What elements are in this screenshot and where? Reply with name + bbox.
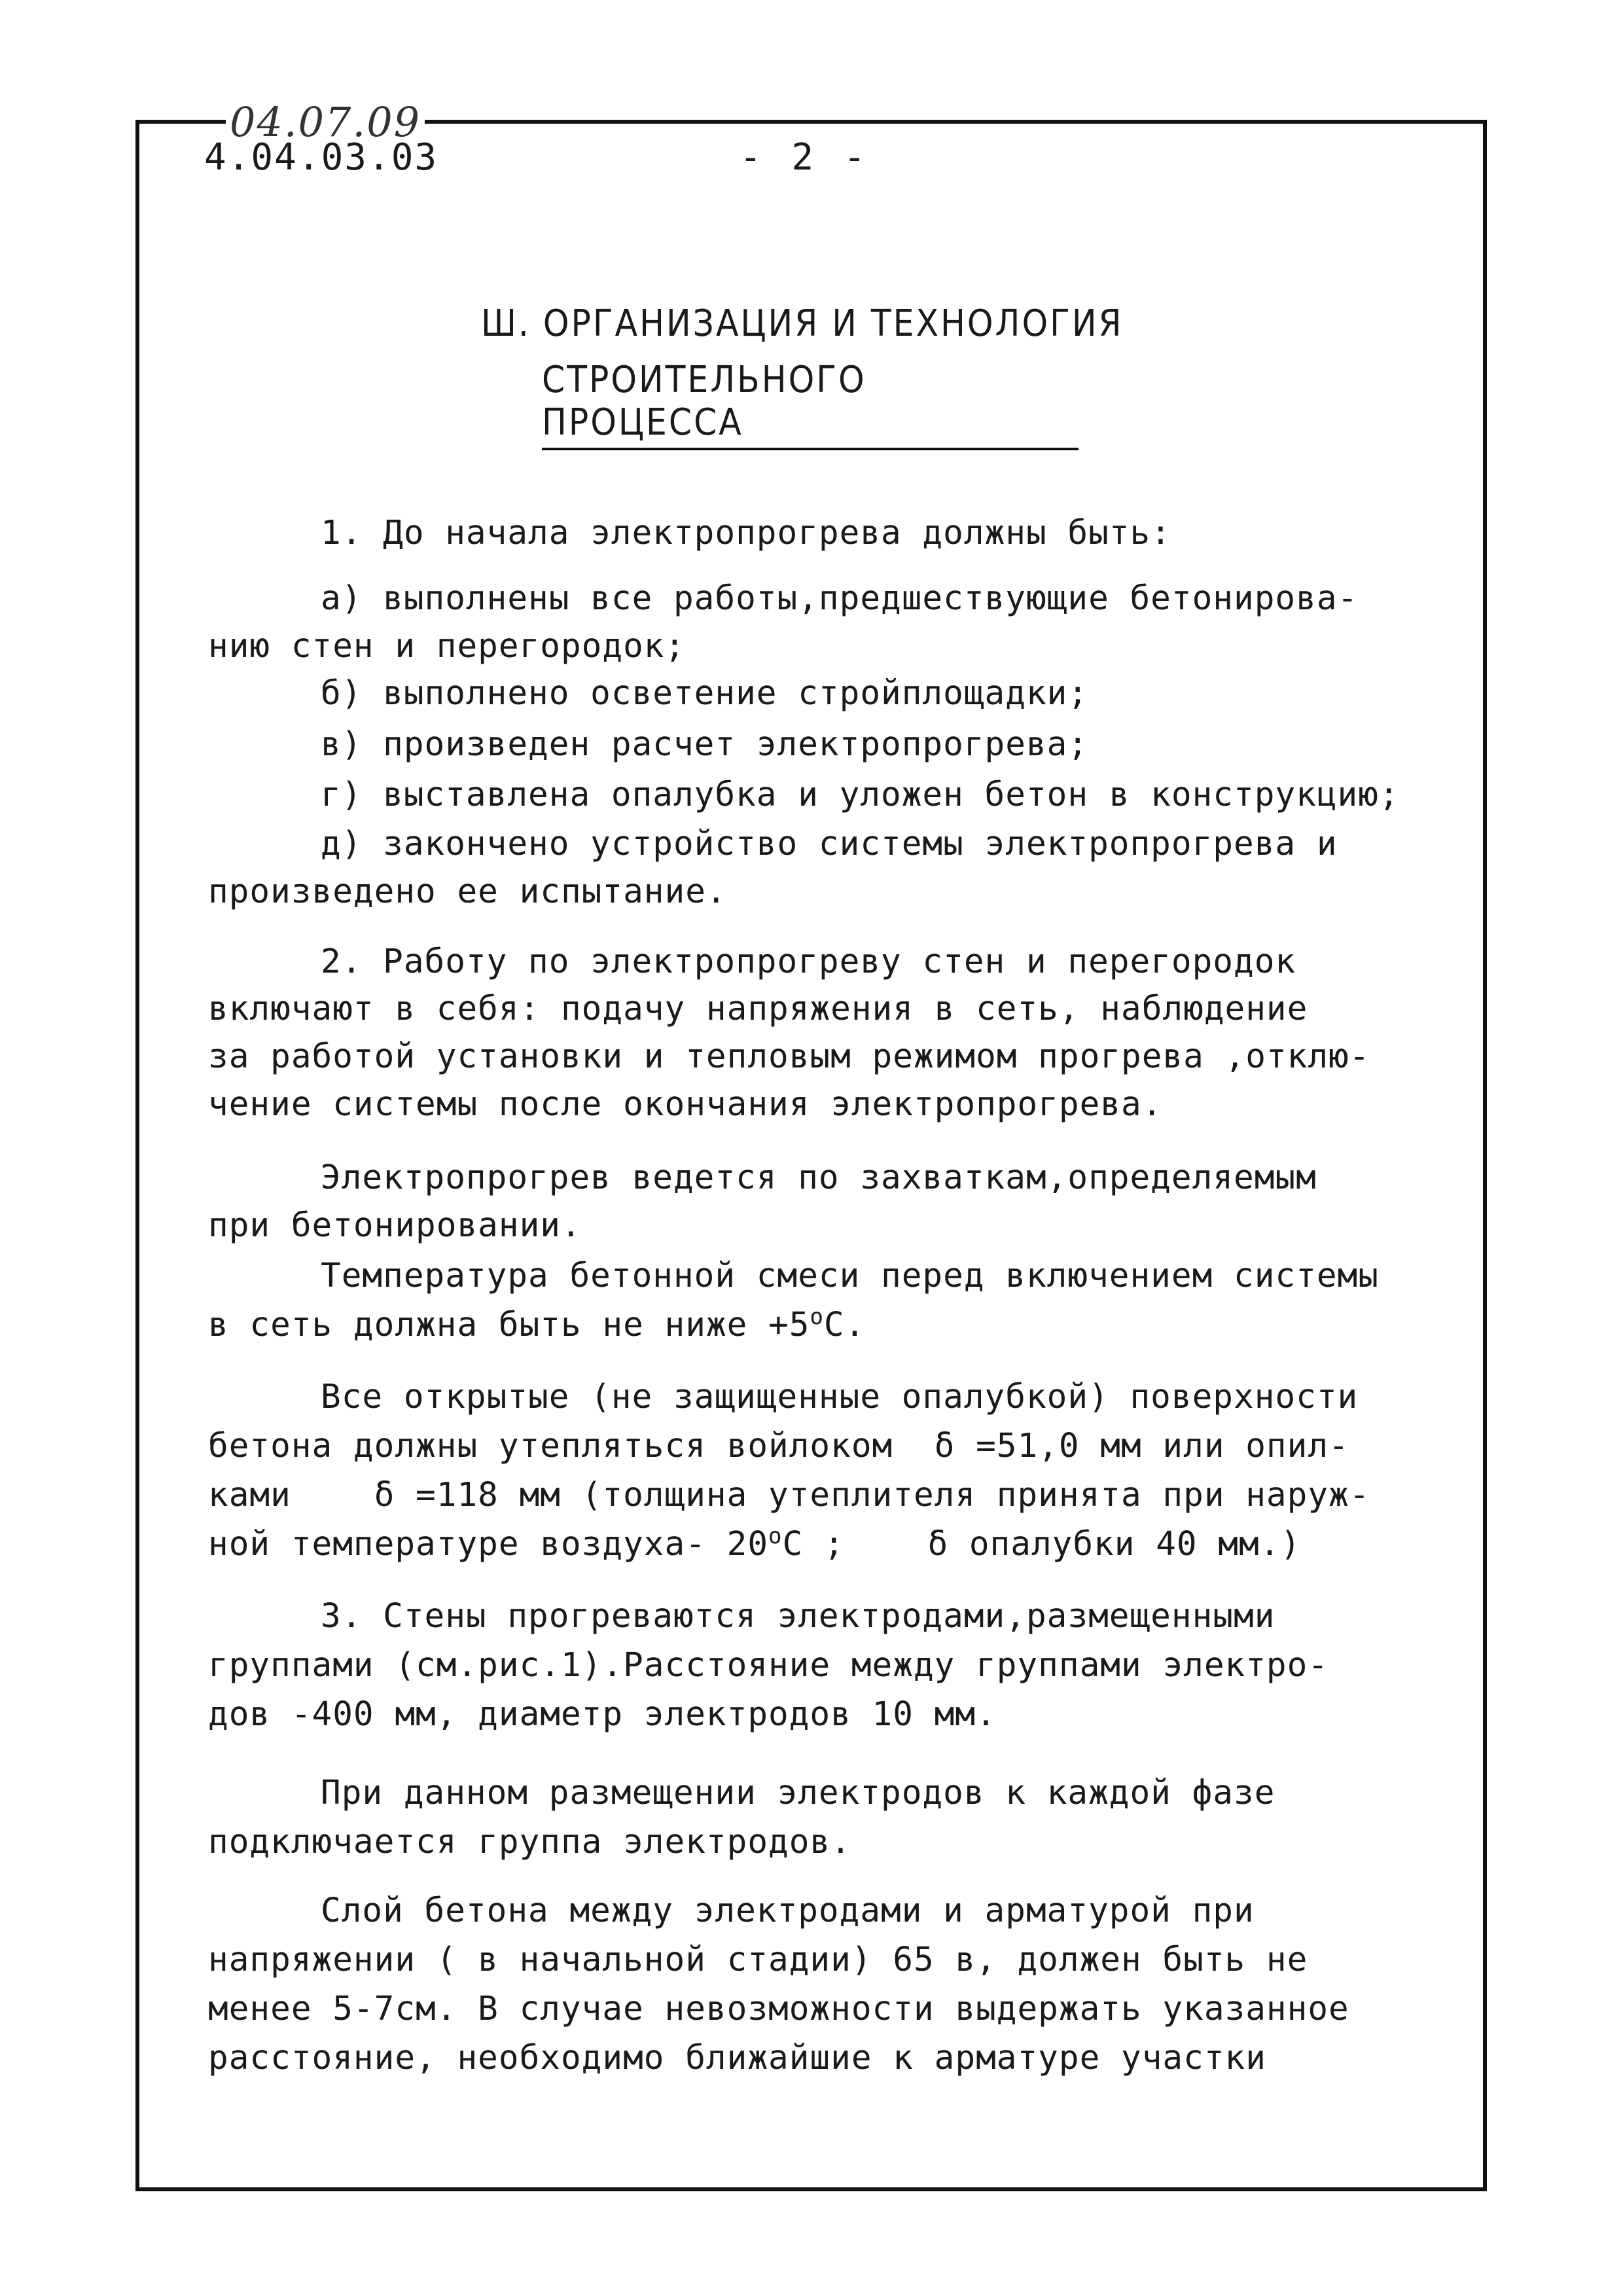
text-line: при бетонировании. <box>208 1206 582 1245</box>
text-line: 3. Стены прогреваются электродами,размещенными <box>321 1597 1275 1636</box>
text-line: включают в себя: подачу напряжения в сеть, наблюдение <box>208 990 1308 1028</box>
text-line <box>208 1525 1301 1564</box>
text-line: а) выполнены все работы,предшествующие бетонирова- <box>321 579 1359 618</box>
section-subtitle: СТРОИТЕЛЬНОГО ПРОЦЕССА <box>542 359 1079 450</box>
text-line: группами (см.рис.1).Расстояние между группами электро- <box>208 1646 1329 1685</box>
text-fragment: С. <box>823 1306 866 1344</box>
text-line: 2. Работу по электропрогреву стен и перегородок <box>321 942 1296 981</box>
text-line: Температура бетонной смеси перед включением системы <box>321 1257 1379 1295</box>
text-line: напряжении ( в начальной стадии) 65 в, должен быть не <box>208 1941 1308 1979</box>
section-title: Ш. ОРГАНИЗАЦИЯ И ТЕХНОЛОГИЯ <box>481 302 1124 345</box>
text-line: подключается группа электродов. <box>208 1823 851 1861</box>
text-line: произведено ее испытание. <box>208 872 727 911</box>
text-line: ками δ =118 мм (толщина утеплителя принята при наруж- <box>208 1476 1370 1515</box>
text-line: нию стен и перегородок; <box>208 627 686 666</box>
text-line <box>208 1306 865 1344</box>
handwritten-date: 04.07.09 <box>226 98 425 146</box>
text-line: в) произведен расчет электропрогрева; <box>321 725 1089 764</box>
text-fragment: С ; δ опалубки 40 мм.) <box>782 1525 1302 1564</box>
text-line: При данном размещении электродов к каждой фазе <box>321 1774 1275 1812</box>
text-line: чение системы после окончания электропрогрева. <box>208 1085 1163 1124</box>
document-code: 4.04.03.03 <box>204 136 438 179</box>
text-line: г) выставлена опалубка и уложен бетон в конструкцию; <box>321 776 1400 814</box>
text-line: д) закончено устройство системы электропрогрева и <box>321 825 1338 863</box>
text-line: б) выполнено осветение стройплощадки; <box>321 674 1089 713</box>
degree-sign: о <box>810 1304 824 1330</box>
page-number: - 2 - <box>740 136 870 179</box>
text-line: дов -400 мм, диаметр электродов 10 мм. <box>208 1695 997 1734</box>
degree-sign: о <box>768 1523 783 1549</box>
text-line: Слой бетона между электродами и арматурой при <box>321 1892 1255 1930</box>
text-line: 1. До начала электропрогрева должны быть: <box>321 514 1171 552</box>
text-line: Все открытые (не защищенные опалубкой) поверхности <box>321 1378 1359 1416</box>
text-line: бетона должны утепляться войлоком δ =51,0 мм или опил- <box>208 1427 1349 1465</box>
text-fragment: ной температуре воздуха- 20 <box>208 1525 769 1564</box>
text-line: Электропрогрев ведется по захваткам,определяемым <box>321 1158 1317 1197</box>
text-line: расстояние, необходимо ближайшие к арматуре участки <box>208 2039 1266 2077</box>
text-line: менее 5-7см. В случае невозможности выдержать указанное <box>208 1990 1349 2028</box>
text-fragment: в сеть должна быть не ниже +5 <box>208 1306 810 1344</box>
text-line: за работой установки и тепловым режимом прогрева ,отклю- <box>208 1037 1370 1076</box>
